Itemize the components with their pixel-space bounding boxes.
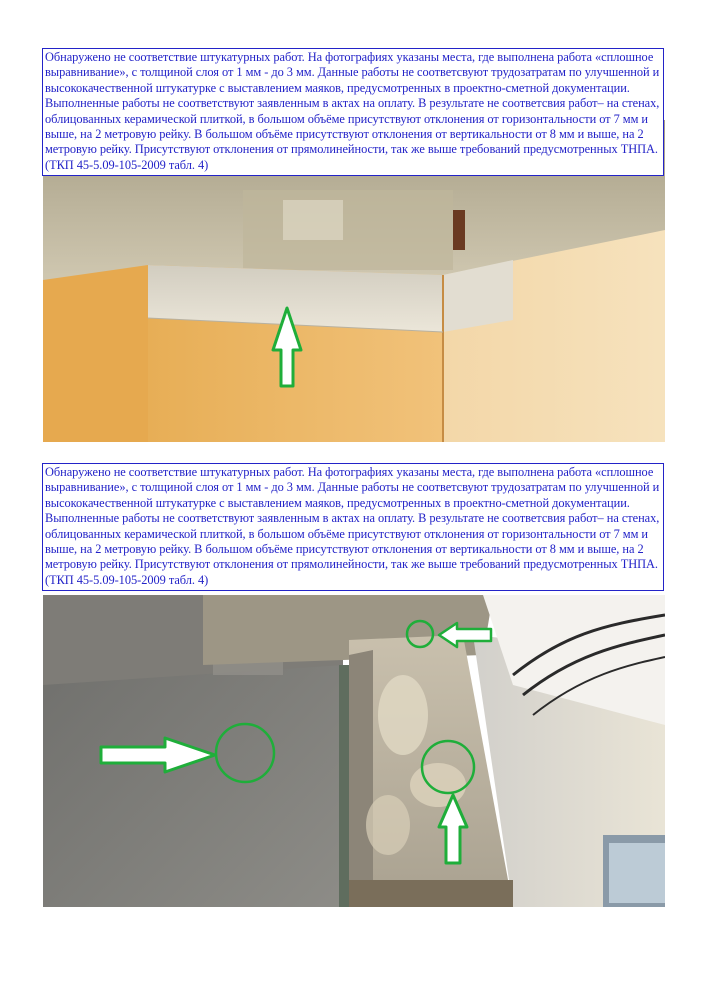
inspection-note-1-text: Обнаружено не соответствие штукатурных работ. На фотографиях указаны места, где выполнена работа «сплошное выравнивание», с толщиной слоя от 1 мм - до 3 мм. Данные работы не соответсвуют трудозатратам по улучшенной и высококачественной штукатурке с выставлением маяков, предусмотренных в проектно-сметной документации. Выполненные работы не соответствуют заявленным в актах на оплату. В результате не соответсвия работ– на стенах, облицованных керамической плиткой, в большом объёме присутствуют отклонения от горизонтальности от 7 мм и выше, на 2 метровую рейку. В большом объёме присутствуют отклонения от вертикальности от 8 мм и выше, на 2 метровую рейку. Присутствуют отклонения от прямолинейности, так же выше требований предусмотренных ТНПА. (ТКП 45-5.09-105-2009 табл. 4)	[45, 50, 660, 172]
photo-wall-column-image	[43, 595, 665, 907]
photo-wall-column	[43, 595, 665, 907]
inspection-note-2	[42, 463, 664, 591]
inspection-note-2-text: Обнаружено не соответствие штукатурных работ. На фотографиях указаны места, где выполнена работа «сплошное выравнивание», с толщиной слоя от 1 мм - до 3 мм. Данные работы не соответсвуют трудозатратам по улучшенной и высококачественной штукатурке с выставлением маяков, предусмотренных в проектно-сметной документации. Выполненные работы не соответствуют заявленным в актах на оплату. В результате не соответсвия работ– на стенах, облицованных керамической плиткой, в большом объёме присутствуют отклонения от горизонтальности от 7 мм и выше, на 2 метровую рейку. В большом объёме присутствуют отклонения от вертикальности от 8 мм и выше, на 2 метровую рейку. Присутствуют отклонения от прямолинейности, так же выше требований предусмотренных ТНПА. (ТКП 45-5.09-105-2009 табл. 4)	[45, 465, 660, 587]
inspection-note-1	[42, 48, 664, 176]
